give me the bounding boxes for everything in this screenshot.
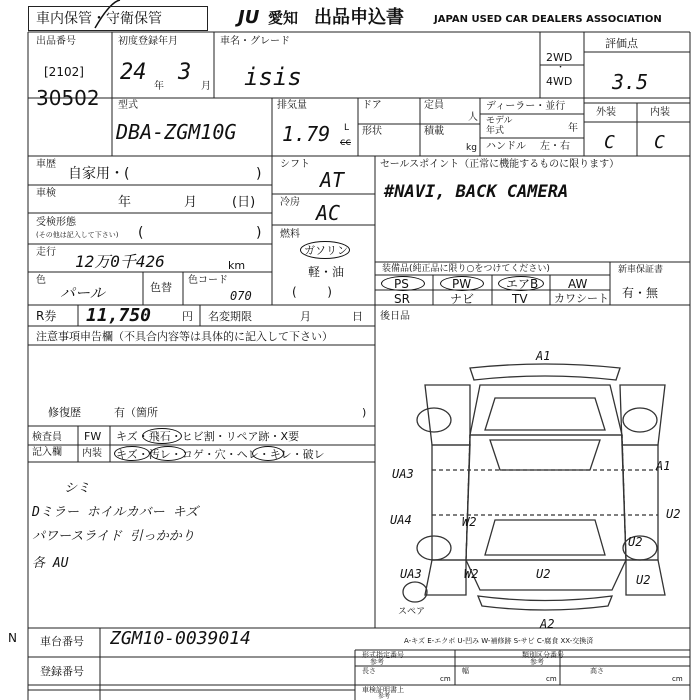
sales-value: #NAVI, BACK CAMERA (384, 182, 569, 202)
name-label: 車名・グレード (220, 36, 290, 47)
equip-pw: PW (452, 277, 472, 291)
ju-logo: JU (238, 7, 260, 28)
displacement-label: 排気量 (277, 100, 307, 111)
year-unit-2: 年 (568, 123, 578, 134)
certificate-reference: 参考 (378, 693, 391, 700)
color-code: 070 (230, 289, 252, 303)
equip-tv: TV (512, 292, 528, 306)
reception-label: 受検形態 (36, 217, 76, 228)
type-cert-reference: 参考 (370, 658, 384, 666)
dealer-label: ディーラー・並行 (486, 101, 566, 112)
fuel-label: 燃料 (280, 229, 300, 240)
mark-trunk-u2: U2 (536, 567, 551, 581)
car-name: isis (244, 63, 302, 91)
name-change-month: 月 (300, 310, 311, 323)
warranty-value: 有・無 (622, 286, 659, 300)
repair-value: 有（箇所 (114, 406, 158, 419)
reg-month: 3 (178, 60, 192, 85)
lot-prefix: [2102] (44, 65, 84, 79)
history-close: ) (256, 166, 262, 182)
length-unit: cm (440, 675, 451, 683)
first-reg-label: 初度登録年月 (118, 36, 178, 47)
inspection-year: 年 (118, 195, 132, 210)
recycle-label: R券 (36, 309, 57, 323)
lot-number: 30502 (36, 86, 100, 110)
exterior-grade: C (604, 132, 615, 153)
width-unit: cm (546, 675, 557, 683)
color-label: 色 (36, 275, 46, 286)
lot-label: 出品番号 (36, 36, 76, 47)
mark-right-u2: U2 (666, 507, 681, 521)
type-cert-label: 形式指定番号 (362, 651, 404, 659)
interior-items: キズ・汚レ・コゲ・穴・ヘレ・キレ・破レ (116, 448, 325, 461)
model-label: 型式 (118, 100, 138, 111)
stone-chip-circle (142, 428, 182, 444)
fw-items: キズ・飛石・ヒビ割・リペア跡・X要 (116, 430, 300, 443)
ac-label: 冷房 (280, 197, 300, 208)
chassis-value: ZGM10-0039014 (110, 628, 251, 649)
length-label: 長さ (362, 667, 376, 675)
note-each: 各 AU (32, 556, 69, 571)
mark-left-ua3: UA3 (392, 467, 414, 481)
year-unit: 年 (154, 81, 164, 92)
certificate-label: 車検証明書上 (362, 686, 404, 694)
color-code-label: 色コード (188, 275, 228, 286)
height-label: 高さ (590, 667, 604, 675)
org-name: JAPAN USED CAR DEALERS ASSOCIATION (434, 14, 662, 25)
drive-4wd: 4WD (546, 75, 573, 88)
inspection-month: 月 (184, 195, 198, 210)
fuel-paren: ( ) (292, 285, 332, 299)
scratch-circle (114, 446, 150, 461)
reg-year: 24 (120, 60, 147, 85)
category-label: 類別区分番号 (522, 651, 564, 659)
mark-rear-w2: W2 (464, 567, 479, 581)
month-unit: 月 (201, 81, 211, 92)
reception-sub: (その他は記入して下さい) (36, 231, 119, 239)
history-label: 車歴 (36, 159, 56, 170)
equip-airbag: エアB (506, 277, 539, 291)
stain-circle (150, 446, 186, 461)
equip-leather: カワシート (554, 292, 609, 305)
mark-front-a1: A1 (536, 349, 551, 363)
load-label: 積載 (424, 126, 444, 137)
logo-region: 愛知 (268, 9, 299, 27)
door-label: ドア (362, 100, 382, 111)
equip-sr: SR (394, 292, 410, 306)
note-stain: シミ (64, 481, 91, 496)
equip-navi: ナビ (450, 292, 475, 306)
fuel-diesel: 軽・油 (308, 265, 345, 279)
mark-rear-right-u2: U2 (636, 573, 651, 587)
name-change-day: 日 (352, 310, 363, 323)
equip-ps: PS (394, 277, 409, 291)
mileage-value: 12万0千426 (75, 252, 165, 271)
spare-label: スペア (398, 607, 426, 617)
damage-legend: A-キズ E-エクボ U-凹み W-補修跡 S-サビ C-腐食 XX-交換済 (404, 637, 594, 645)
interior-row-label: 内装 (82, 448, 102, 459)
warranty-label: 新車保証書 (618, 265, 664, 275)
drive-2wd: 2WD (546, 51, 573, 64)
notes-title: 注意事項申告欄（不具合内容等は具体的に記入して下さい） (36, 330, 333, 343)
repair-close: ) (362, 406, 367, 419)
mileage-label: 走行 (36, 247, 56, 258)
note-mirror: Dミラー ホイルカバー キズ (32, 505, 199, 520)
shape-label: 形状 (362, 126, 382, 137)
shift-label: シフト (280, 159, 310, 170)
color-value: パール (60, 284, 105, 302)
car-diagram (403, 364, 665, 610)
reception-close: ) (256, 225, 262, 241)
recycle-value: 11,750 (86, 305, 152, 326)
handle-label: ハンドル (486, 141, 526, 152)
mark-rear-ua3: UA3 (400, 567, 422, 581)
inspection-label: 車検 (36, 188, 56, 199)
displacement: 1.79 (282, 122, 331, 146)
doc-title: 出品申込書 (314, 7, 404, 28)
drive-dot: ・ (556, 63, 566, 73)
mark-door-w2: W2 (462, 515, 477, 529)
model-year-label: モデル 年式 (486, 116, 513, 136)
load-unit: kg (466, 143, 477, 153)
fw-label: FW (84, 430, 102, 443)
interior-label: 内装 (650, 107, 670, 118)
n-mark: N (8, 631, 17, 645)
fuel-gas: ガソリン (304, 244, 348, 257)
category-reference: 参考 (530, 658, 544, 666)
score: 3.5 (612, 70, 649, 94)
equip-aw: AW (568, 277, 588, 291)
name-change-label: 名変期限 (208, 310, 252, 323)
post-install-label: 後日品 (380, 311, 410, 322)
capacity-unit: 人 (468, 112, 478, 123)
history-value: 自家用・( (68, 166, 130, 182)
width-label: 幅 (462, 667, 469, 675)
exterior-label: 外装 (596, 107, 616, 118)
interior-grade: C (654, 132, 665, 153)
inspection-day: (日) (232, 195, 256, 210)
reg-no-label: 登録番号 (40, 665, 84, 678)
ac-value: AC (316, 201, 341, 225)
color-change-label: 色替 (150, 281, 172, 294)
storage-notice: 車内保管・守衛保管 (36, 11, 162, 27)
note-power-slide: パワースライド 引っかかり (32, 529, 195, 544)
inspector-label: 検査員 記入欄 (32, 432, 62, 458)
shift-value: AT (320, 168, 345, 192)
sales-label: セールスポイント（正常に機能するものに限ります） (380, 159, 620, 170)
model-code: DBA-ZGM10G (116, 120, 237, 144)
grade-label: 評価点 (605, 37, 638, 50)
height-unit: cm (672, 675, 683, 683)
sag-circle (252, 446, 284, 461)
reception-open: ( (138, 225, 144, 241)
disp-unit-cc: cc (340, 137, 351, 148)
handle-value: 左・右 (540, 141, 570, 152)
equip-label: 装備品(純正品に限り○をつけてください) (382, 264, 550, 274)
mark-right-a1: A1 (656, 459, 671, 473)
repair-label: 修復歴 (48, 406, 81, 419)
recycle-unit: 円 (182, 310, 193, 323)
chassis-label: 車台番号 (40, 635, 84, 648)
capacity-label: 定員 (424, 100, 444, 111)
mark-rear-a2: A2 (540, 617, 555, 631)
mileage-unit: km (228, 259, 246, 272)
mark-wheel-u2: U2 (628, 535, 643, 549)
mark-left-ua4: UA4 (390, 513, 412, 527)
disp-unit-l: L (344, 123, 350, 133)
